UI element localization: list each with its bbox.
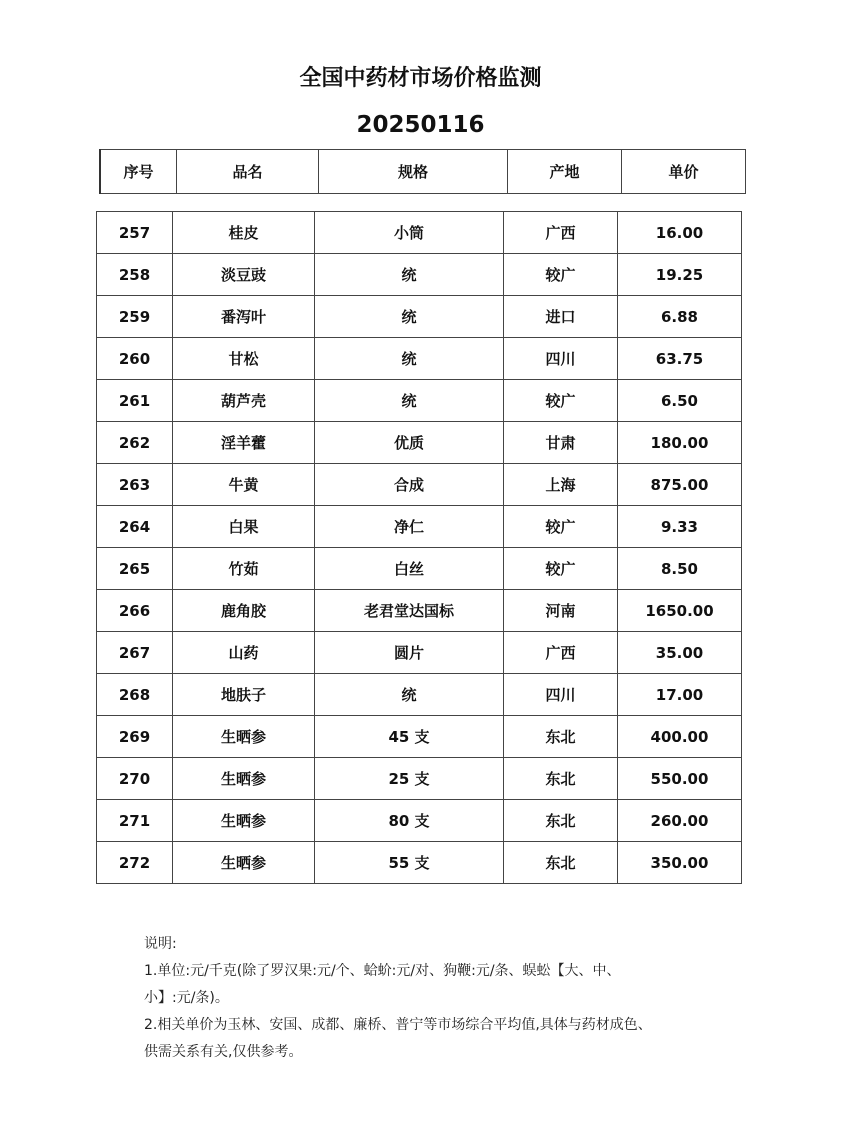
cell-origin: 广西 xyxy=(504,632,618,674)
cell-index: 258 xyxy=(97,254,173,296)
table-row xyxy=(97,842,742,884)
cell-price: 260.00 xyxy=(618,800,742,842)
cell-index: 272 xyxy=(97,842,173,884)
cell-origin: 上海 xyxy=(504,464,618,506)
cell-price: 875.00 xyxy=(618,464,742,506)
cell-spec: 统 xyxy=(315,380,504,422)
cell-price: 6.88 xyxy=(618,296,742,338)
cell-name: 生晒参 xyxy=(173,716,315,758)
cell-name: 竹茹 xyxy=(173,548,315,590)
cell-index: 265 xyxy=(97,548,173,590)
cell-price: 17.00 xyxy=(618,674,742,716)
cell-index: 270 xyxy=(97,758,173,800)
notes-heading: 说明: xyxy=(144,936,177,952)
table-row xyxy=(97,506,742,548)
cell-name: 鹿角胶 xyxy=(173,590,315,632)
cell-spec: 合成 xyxy=(315,464,504,506)
table-row xyxy=(97,800,742,842)
report-date: 20250116 xyxy=(356,112,485,138)
cell-price: 6.50 xyxy=(618,380,742,422)
cell-price: 35.00 xyxy=(618,632,742,674)
table-row xyxy=(97,632,742,674)
cell-spec: 55 支 xyxy=(315,842,504,884)
cell-spec: 圆片 xyxy=(315,632,504,674)
cell-name: 白果 xyxy=(173,506,315,548)
price-table-body xyxy=(97,212,742,884)
cell-index: 264 xyxy=(97,506,173,548)
cell-origin: 甘肃 xyxy=(504,422,618,464)
cell-index: 269 xyxy=(97,716,173,758)
cell-origin: 较广 xyxy=(504,380,618,422)
cell-price: 1650.00 xyxy=(618,590,742,632)
price-table-header xyxy=(99,149,746,194)
cell-name: 桂皮 xyxy=(173,212,315,254)
table-row xyxy=(97,296,742,338)
cell-price: 400.00 xyxy=(618,716,742,758)
cell-name: 地肤子 xyxy=(173,674,315,716)
table-row xyxy=(97,422,742,464)
column-header-price: 单价 xyxy=(622,150,746,194)
cell-spec: 统 xyxy=(315,254,504,296)
cell-origin: 四川 xyxy=(504,338,618,380)
cell-origin: 较广 xyxy=(504,506,618,548)
notes-line: 2.相关单价为玉林、安国、成都、廉桥、普宁等市场综合平均值,具体与药材成色、 xyxy=(144,1017,652,1033)
cell-price: 9.33 xyxy=(618,506,742,548)
cell-origin: 进口 xyxy=(504,296,618,338)
cell-index: 257 xyxy=(97,212,173,254)
cell-index: 259 xyxy=(97,296,173,338)
cell-name: 生晒参 xyxy=(173,842,315,884)
cell-name: 生晒参 xyxy=(173,758,315,800)
table-row xyxy=(97,212,742,254)
cell-price: 350.00 xyxy=(618,842,742,884)
cell-spec: 净仁 xyxy=(315,506,504,548)
cell-price: 180.00 xyxy=(618,422,742,464)
cell-name: 甘松 xyxy=(173,338,315,380)
cell-index: 266 xyxy=(97,590,173,632)
cell-name: 番泻叶 xyxy=(173,296,315,338)
cell-name: 葫芦壳 xyxy=(173,380,315,422)
header-row xyxy=(100,150,746,194)
cell-origin: 东北 xyxy=(504,842,618,884)
cell-name: 生晒参 xyxy=(173,800,315,842)
notes xyxy=(144,931,704,1066)
cell-price: 8.50 xyxy=(618,548,742,590)
cell-origin: 东北 xyxy=(504,758,618,800)
column-header-spec: 规格 xyxy=(319,150,508,194)
cell-name: 牛黄 xyxy=(173,464,315,506)
cell-spec: 白丝 xyxy=(315,548,504,590)
cell-price: 550.00 xyxy=(618,758,742,800)
cell-spec: 统 xyxy=(315,338,504,380)
table-row xyxy=(97,338,742,380)
cell-origin: 河南 xyxy=(504,590,618,632)
cell-index: 261 xyxy=(97,380,173,422)
cell-name: 淡豆豉 xyxy=(173,254,315,296)
cell-index: 260 xyxy=(97,338,173,380)
column-header-name: 品名 xyxy=(177,150,319,194)
cell-index: 271 xyxy=(97,800,173,842)
cell-spec: 老君堂达国标 xyxy=(315,590,504,632)
table-row xyxy=(97,590,742,632)
cell-origin: 东北 xyxy=(504,800,618,842)
cell-index: 267 xyxy=(97,632,173,674)
cell-price: 16.00 xyxy=(618,212,742,254)
cell-price: 63.75 xyxy=(618,338,742,380)
cell-index: 263 xyxy=(97,464,173,506)
cell-index: 268 xyxy=(97,674,173,716)
table-row xyxy=(97,716,742,758)
cell-origin: 较广 xyxy=(504,254,618,296)
cell-spec: 统 xyxy=(315,674,504,716)
table-row xyxy=(97,380,742,422)
cell-origin: 四川 xyxy=(504,674,618,716)
cell-index: 262 xyxy=(97,422,173,464)
cell-origin: 广西 xyxy=(504,212,618,254)
cell-price: 19.25 xyxy=(618,254,742,296)
notes-line: 1.单位:元/千克(除了罗汉果:元/个、蛤蚧:元/对、狗鞭:元/条、蜈蚣【大、中、 xyxy=(144,963,621,979)
cell-spec: 优质 xyxy=(315,422,504,464)
cell-origin: 东北 xyxy=(504,716,618,758)
cell-name: 山药 xyxy=(173,632,315,674)
price-table xyxy=(96,211,742,884)
table-row xyxy=(97,758,742,800)
column-header-origin: 产地 xyxy=(508,150,622,194)
cell-spec: 统 xyxy=(315,296,504,338)
table-row xyxy=(97,464,742,506)
notes-line: 供需关系有关,仅供参考。 xyxy=(144,1044,303,1060)
cell-spec: 小筒 xyxy=(315,212,504,254)
cell-spec: 80 支 xyxy=(315,800,504,842)
table-row xyxy=(97,548,742,590)
table-row xyxy=(97,254,742,296)
cell-spec: 45 支 xyxy=(315,716,504,758)
cell-name: 淫羊藿 xyxy=(173,422,315,464)
cell-spec: 25 支 xyxy=(315,758,504,800)
notes-line: 小】:元/条)。 xyxy=(144,990,229,1006)
page-title: 全国中药材市场价格监测 xyxy=(299,66,542,91)
cell-origin: 较广 xyxy=(504,548,618,590)
table-row xyxy=(97,674,742,716)
column-header-index: 序号 xyxy=(100,150,177,194)
